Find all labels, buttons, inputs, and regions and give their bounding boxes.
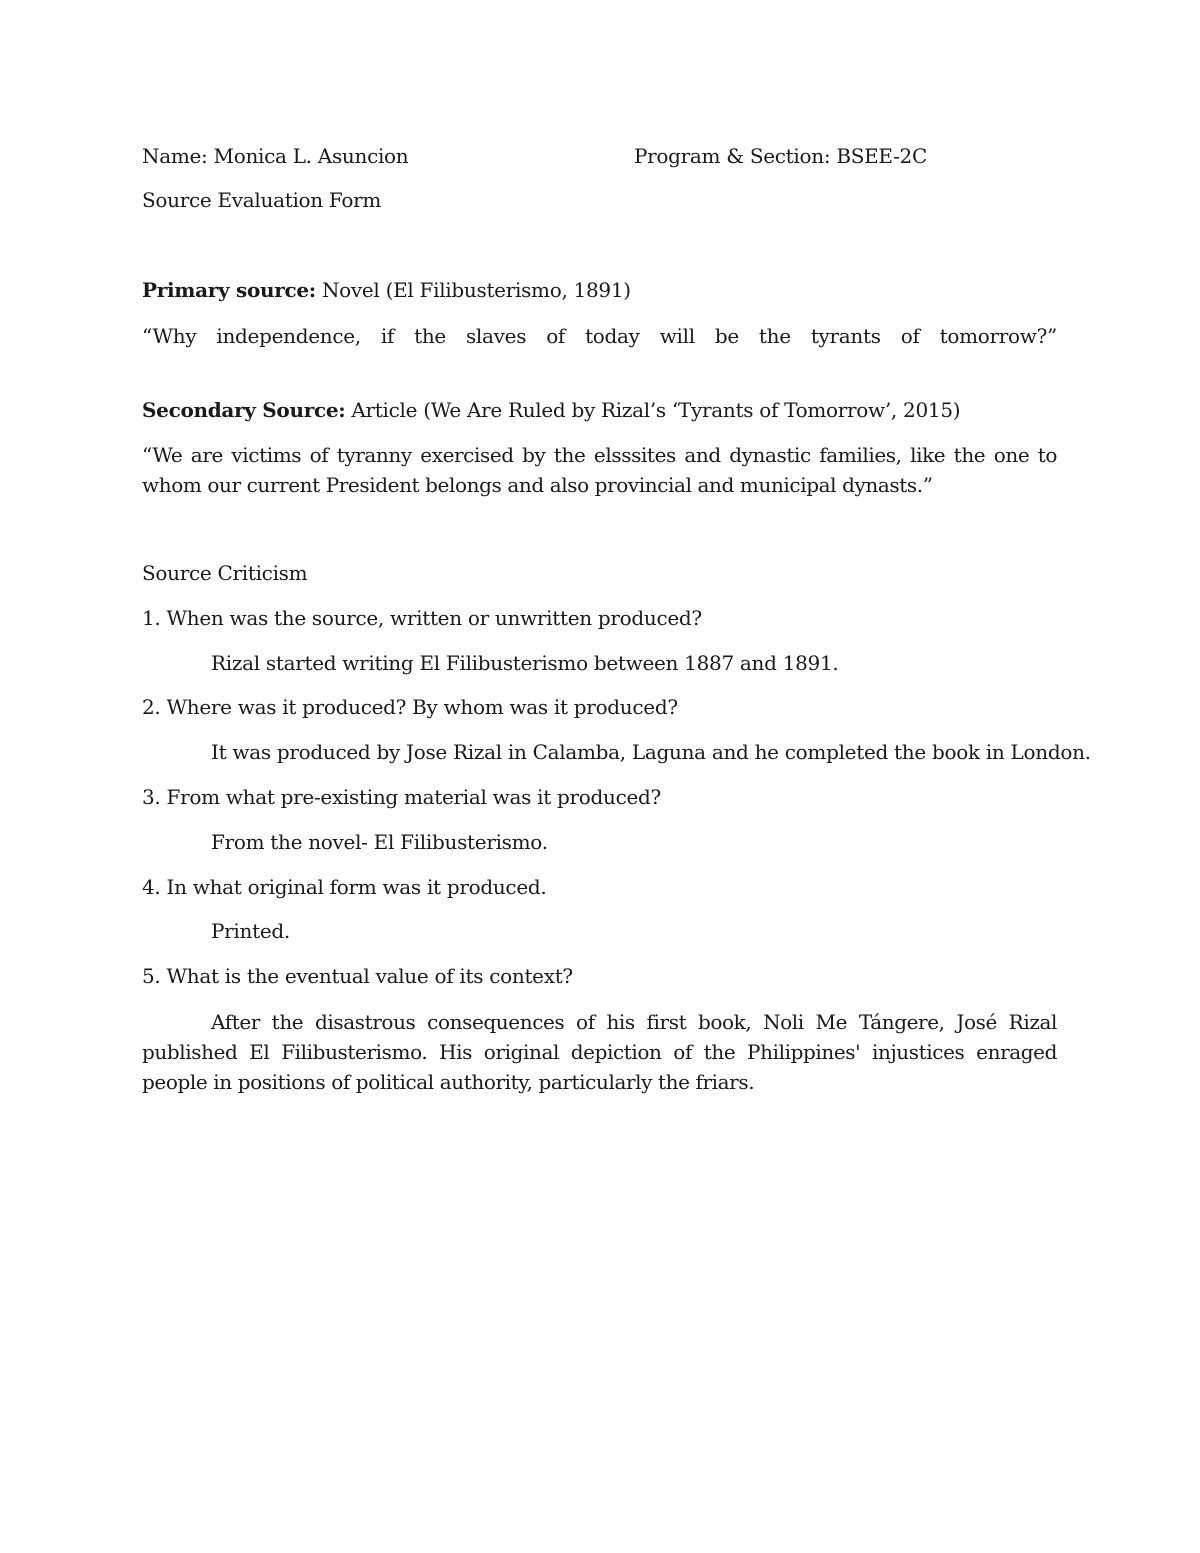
answer-5: After the disastrous consequences of his first book, Noli Me Tángere, José Rizal published El Filibusterismo. His original depiction of the Philippines' injustices enraged people in positions of political authority, particularly the friars. xyxy=(142,1010,1057,1094)
quote-word: of xyxy=(900,324,920,348)
quote-word: slaves xyxy=(465,324,527,348)
secondary-source-label: Secondary Source: xyxy=(142,398,346,422)
form-title: Source Evaluation Form xyxy=(142,188,382,212)
secondary-source-line xyxy=(142,395,960,425)
question-4: 4. In what original form was it produced. xyxy=(142,875,547,899)
question-3: 3. From what pre-existing material was it produced? xyxy=(142,785,661,809)
answer-4: Printed. xyxy=(211,919,290,943)
primary-source-value: Novel (El Filibusterismo, 1891) xyxy=(315,278,631,302)
quote-word: tyrants xyxy=(810,324,881,348)
quote-word: be xyxy=(714,324,739,348)
program-section: Program & Section: BSEE-2C xyxy=(634,144,927,168)
quote-word: tomorrow?” xyxy=(939,324,1057,348)
quote-word: independence, xyxy=(216,324,361,348)
question-1: 1. When was the source, written or unwritten produced? xyxy=(142,606,702,630)
primary-source-line xyxy=(142,275,631,305)
secondary-quote: “We are victims of tyranny exercised by the elsssites and dynastic families, like the one to whom our current President belongs and also provincial and municipal dynasts.” xyxy=(142,443,1057,497)
quote-word: “Why xyxy=(142,324,197,348)
answer-1: Rizal started writing El Filibusterismo between 1887 and 1891. xyxy=(211,651,839,675)
primary-quote xyxy=(142,321,1057,351)
student-name: Name: Monica L. Asuncion xyxy=(142,144,409,168)
answer-2: It was produced by Jose Rizal in Calamba, Laguna and he completed the book in London. xyxy=(211,740,1091,764)
quote-word: the xyxy=(758,324,791,348)
quote-word: of xyxy=(546,324,566,348)
question-2: 2. Where was it produced? By whom was it produced? xyxy=(142,695,678,719)
question-5: 5. What is the eventual value of its context? xyxy=(142,964,573,988)
source-criticism-title: Source Criticism xyxy=(142,561,308,585)
quote-word: will xyxy=(659,324,695,348)
secondary-source-value: Article (We Are Ruled by Rizal’s ‘Tyrants of Tomorrow’, 2015) xyxy=(345,398,961,422)
quote-word: if xyxy=(380,324,395,348)
answer-3: From the novel- El Filibusterismo. xyxy=(211,830,548,854)
quote-word: today xyxy=(585,324,640,348)
primary-source-label: Primary source: xyxy=(142,278,316,302)
quote-word: the xyxy=(414,324,446,348)
